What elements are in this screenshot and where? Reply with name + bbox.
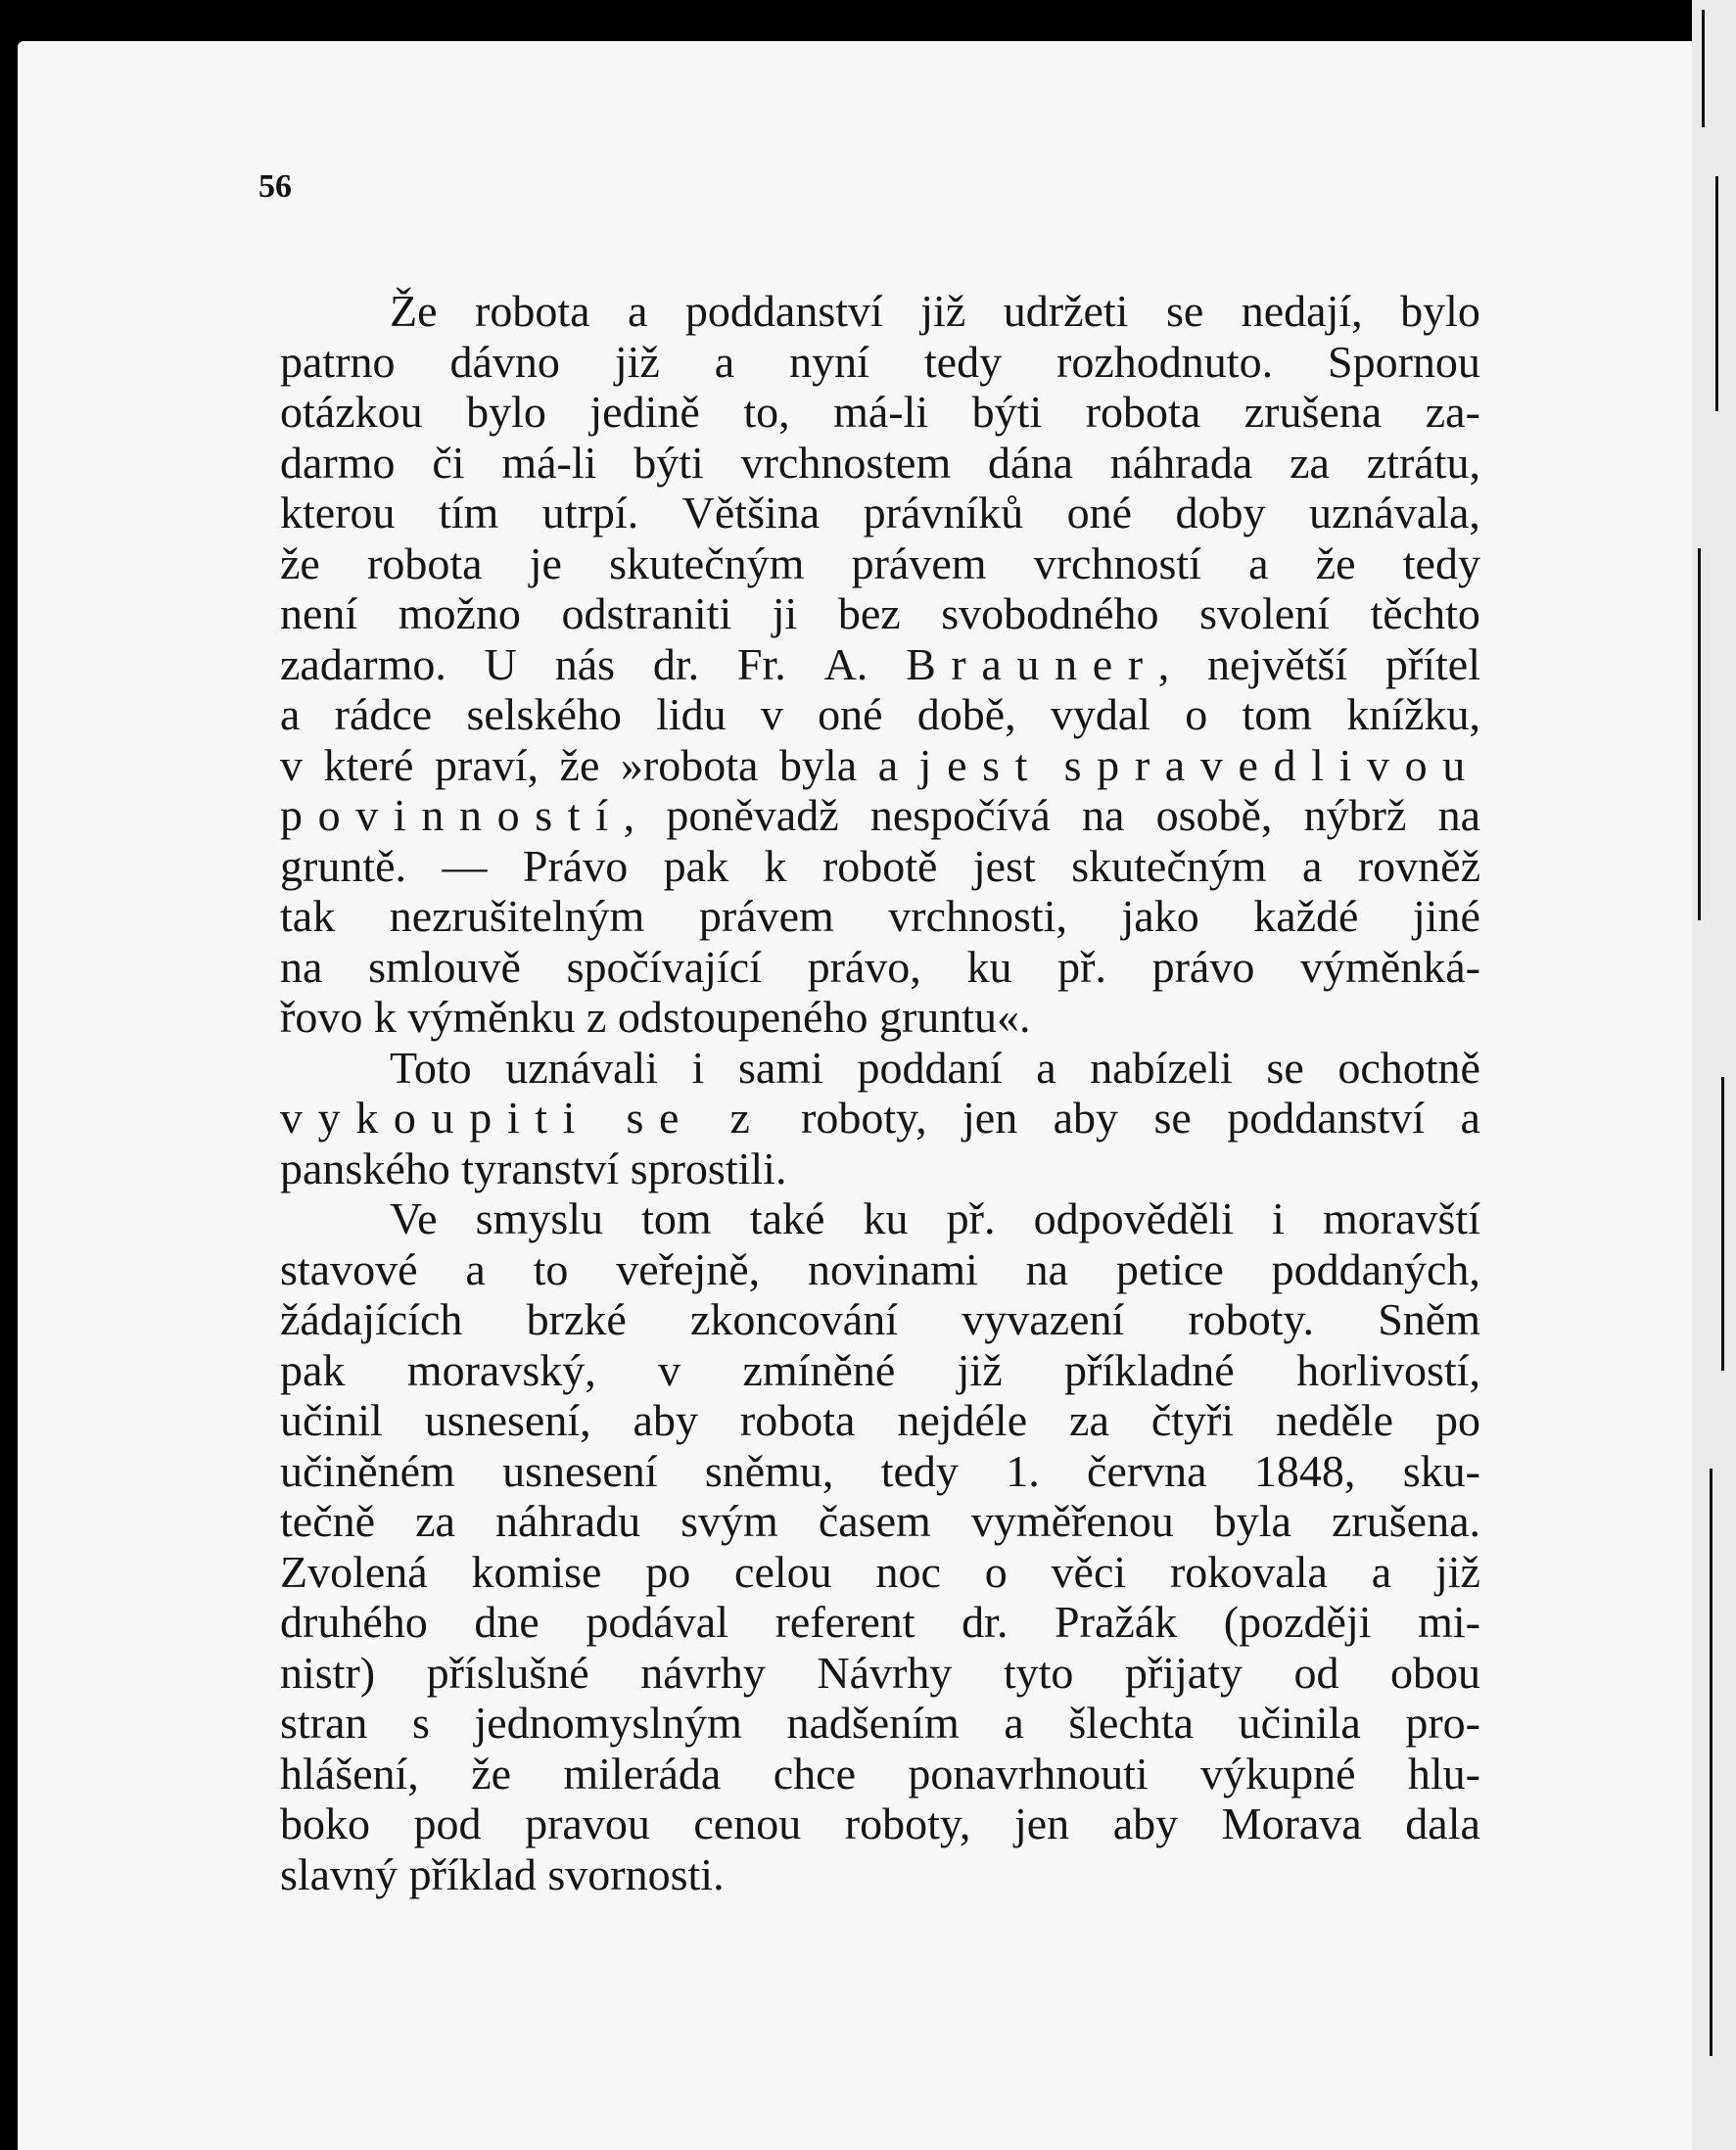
text-line: gruntě. — Právo pak k robotě jest skutečným a rovněž	[280, 840, 1480, 891]
text-line: Že robota a poddanství již udržeti se nedají, bylo	[390, 286, 1480, 336]
text-line: kterou tím utrpí. Většina právníků oné doby uznávala,	[280, 488, 1480, 538]
text-line: učiněném usnesení sněmu, tedy 1. června 1848, sku-	[280, 1445, 1480, 1496]
text-line: učinil usnesení, aby robota nejdéle za čtyři neděle po	[280, 1395, 1480, 1445]
text-line: nistr) příslušné návrhy Návrhy tyto přijaty od obou	[280, 1647, 1480, 1698]
text-line: tečně za náhradu svým časem vyměřenou byla zrušena.	[280, 1496, 1480, 1546]
page-number: 56	[258, 168, 292, 205]
text-line: zadarmo. U nás dr. Fr. A. Brauner, největší přítel	[280, 638, 1480, 689]
text-line: žádajících brzké zkoncování vyvazení roboty. Sněm	[280, 1294, 1480, 1344]
text-line: patrno dávno již a nyní tedy rozhodnuto. Spornou	[280, 336, 1480, 387]
text-line: na smlouvě spočívající právo, ku př. právo výměnká-	[280, 941, 1480, 992]
text-line: a rádce selského lidu v oné době, vydal o tom knížku,	[280, 689, 1480, 739]
text-line: otázkou bylo jedině to, má-li býti robota zrušena za-	[280, 387, 1480, 437]
body-text	[280, 286, 1480, 1899]
text-line: Zvolená komise po celou noc o věci rokovala a již	[280, 1546, 1480, 1597]
text-line: hlášení, že mileráda chce ponavrhnouti výkupné hlu-	[280, 1748, 1480, 1799]
text-line: není možno odstraniti ji bez svobodného svolení těchto	[280, 588, 1480, 638]
text-line: slavný příklad svornosti.	[280, 1848, 725, 1899]
text-line: stavové a to veřejně, novinami na petice poddaných,	[280, 1243, 1480, 1294]
text-line: v které praví, že »robota byla a jest spravedlivou	[280, 739, 1480, 790]
text-line: Ve smyslu tom také ku př. odpověděli i moravští	[390, 1193, 1480, 1243]
text-line: Toto uznávali i sami poddaní a nabízeli se ochotně	[390, 1042, 1480, 1093]
text-line: darmo či má-li býti vrchnostem dána náhrada za ztrátu,	[280, 437, 1480, 488]
text-line: panského tyranství sprostili.	[280, 1143, 787, 1193]
text-line: tak nezrušitelným právem vrchnosti, jako každé jiné	[280, 891, 1480, 941]
adjacent-page-edge	[1692, 0, 1736, 2150]
text-line: že robota je skutečným právem vrchností a že tedy	[280, 538, 1480, 588]
text-line: boko pod pravou cenou roboty, jen aby Morava dala	[280, 1799, 1480, 1848]
text-line: vykoupiti se z roboty, jen aby se poddanství a	[280, 1093, 1480, 1143]
text-line: řovo k výměnku z odstoupeného gruntu«.	[280, 992, 1031, 1042]
text-line: druhého dne podával referent dr. Pražák (později mi-	[280, 1597, 1480, 1647]
text-line: stran s jednomyslným nadšením a šlechta učinila pro-	[280, 1698, 1480, 1748]
text-line: pak moravský, v zmíněné již příkladné horlivostí,	[280, 1344, 1480, 1395]
text-line: povinností, poněvadž nespočívá na osobě, nýbrž na	[280, 790, 1480, 840]
